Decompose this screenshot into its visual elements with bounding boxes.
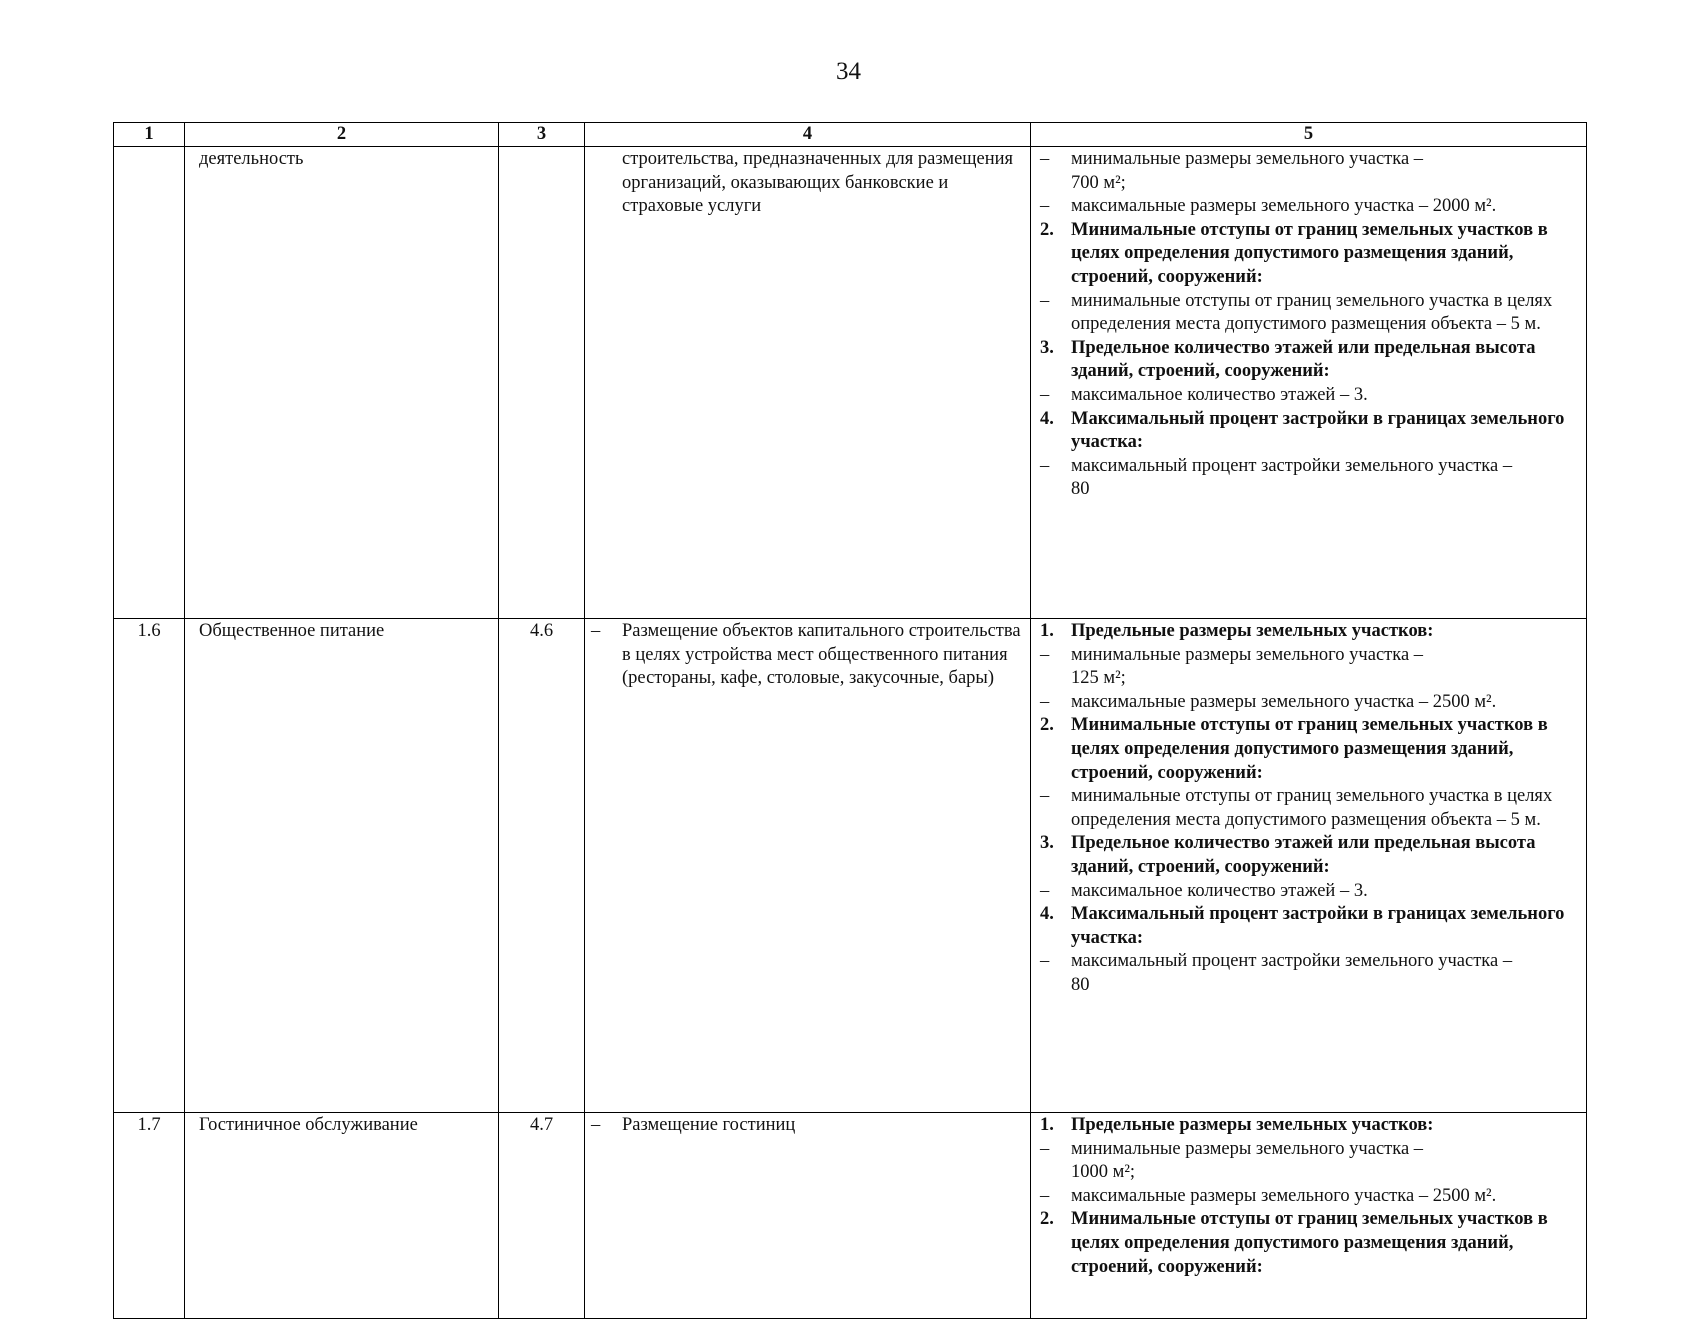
parameter-text: максимальный процент застройки земельного участка – — [1071, 951, 1513, 972]
parameter-text: максимальные размеры земельного участка – 2500 м². — [1071, 691, 1497, 712]
parameter-heading — [1040, 1114, 1578, 1138]
regulations-table — [113, 122, 1587, 1319]
list-marker: 1. — [1040, 1115, 1054, 1135]
list-marker: – — [1040, 196, 1050, 217]
use-name-cell: Гостиничное обслуживание — [185, 1113, 499, 1319]
list-marker: – — [1040, 290, 1050, 311]
parameter-item — [1040, 974, 1578, 998]
parameter-item — [1040, 172, 1578, 196]
description-item — [591, 620, 1024, 691]
parameter-text: 125 м²; — [1071, 668, 1126, 689]
list-marker: – — [1040, 644, 1050, 665]
list-marker: – — [1040, 880, 1050, 901]
use-description-cell — [585, 147, 1031, 619]
list-marker — [591, 148, 622, 219]
header-cell: 1 — [114, 123, 185, 147]
header-cell: 3 — [499, 123, 585, 147]
parameter-text: минимальные размеры земельного участка – — [1071, 149, 1424, 169]
parameter-text: максимальный процент застройки земельного участка – — [1071, 455, 1513, 476]
parameter-item — [1040, 691, 1578, 715]
row-number-cell — [114, 147, 185, 619]
list-marker — [1040, 974, 1071, 998]
parameters-cell — [1031, 619, 1587, 1113]
list-marker: – — [591, 1115, 601, 1135]
list-marker: – — [1040, 1185, 1050, 1206]
parameter-text: максимальное количество этажей – 3. — [1071, 880, 1368, 901]
parameter-heading — [1040, 620, 1578, 644]
parameter-text: максимальное количество этажей – 3. — [1071, 384, 1368, 405]
parameter-text: 1000 м²; — [1071, 1162, 1136, 1183]
parameters-cell — [1031, 147, 1587, 619]
description-text: строительства, предназначенных для размещения организаций, оказывающих банковские и страховые услуги — [622, 149, 1014, 217]
use-code-cell: 4.7 — [499, 1113, 585, 1319]
parameter-item — [1040, 880, 1578, 904]
parameter-item — [1040, 1138, 1578, 1162]
parameter-heading — [1040, 337, 1578, 384]
list-marker: 3. — [1040, 337, 1054, 358]
use-code-cell: 4.6 — [499, 619, 585, 1113]
list-marker: – — [1040, 149, 1050, 169]
row-number-cell: 1.6 — [114, 619, 185, 1113]
description-item — [591, 148, 1024, 219]
use-description-cell — [585, 619, 1031, 1113]
list-marker: – — [591, 621, 601, 641]
list-marker: 4. — [1040, 904, 1054, 925]
parameter-text: минимальные отступы от границ земельного участка в целях определения места допустимого размещения объекта – 5 м. — [1071, 786, 1553, 830]
table-row — [114, 1113, 1587, 1319]
list-marker: 2. — [1040, 1209, 1054, 1230]
list-marker — [1040, 172, 1071, 196]
description-item — [591, 1114, 1024, 1138]
list-marker: 3. — [1040, 833, 1054, 854]
parameter-heading — [1040, 408, 1578, 455]
use-description-cell — [585, 1113, 1031, 1319]
use-name-cell: деятельность — [185, 147, 499, 619]
list-marker: – — [1040, 691, 1050, 712]
parameter-text: минимальные размеры земельного участка – — [1071, 644, 1424, 665]
list-marker: – — [1040, 455, 1050, 476]
parameter-item — [1040, 644, 1578, 668]
parameter-text: Предельное количество этажей или предельная высота зданий, строений, сооружений: — [1071, 337, 1536, 382]
list-marker: 1. — [1040, 621, 1054, 641]
description-text: Размещение гостиниц — [622, 1115, 796, 1135]
header-cell: 4 — [585, 123, 1031, 147]
parameter-text: Предельное количество этажей или предельная высота зданий, строений, сооружений: — [1071, 833, 1536, 877]
parameter-heading — [1040, 1208, 1578, 1279]
parameter-text: Минимальные отступы от границ земельных участков в целях определения допустимого размещения зданий, строений, сооружений: — [1071, 1209, 1548, 1277]
parameter-item — [1040, 667, 1578, 691]
parameter-item — [1040, 290, 1578, 337]
parameter-item — [1040, 785, 1578, 832]
parameter-text: Максимальный процент застройки в границах земельного участка: — [1071, 904, 1565, 948]
parameter-item — [1040, 1161, 1578, 1185]
parameter-text: Максимальный процент застройки в границах земельного участка: — [1071, 408, 1565, 453]
parameter-heading — [1040, 714, 1578, 785]
parameter-text: максимальные размеры земельного участка – 2500 м². — [1071, 1185, 1497, 1206]
use-name-cell: Общественное питание — [185, 619, 499, 1113]
list-marker — [1040, 1161, 1071, 1185]
list-marker: 4. — [1040, 408, 1054, 429]
list-marker — [1040, 667, 1071, 691]
parameter-item — [1040, 478, 1578, 502]
page-number: 34 — [836, 58, 861, 85]
use-code-cell — [499, 147, 585, 619]
parameter-text: минимальные отступы от границ земельного участка в целях определения места допустимого размещения объекта – 5 м. — [1071, 290, 1553, 335]
list-marker: – — [1040, 1138, 1050, 1159]
list-marker — [1040, 478, 1071, 502]
list-marker: 2. — [1040, 715, 1054, 736]
parameter-heading — [1040, 832, 1578, 879]
row-number-cell: 1.7 — [114, 1113, 185, 1319]
description-text: Размещение объектов капитального строительства в целях устройства мест общественного питания (рестораны, кафе, столовые, закусочные, бары) — [622, 621, 1021, 689]
parameter-text: максимальные размеры земельного участка – 2000 м². — [1071, 196, 1497, 217]
parameter-heading — [1040, 903, 1578, 950]
table-header-row — [114, 123, 1587, 147]
list-marker: 2. — [1040, 219, 1054, 240]
parameters-cell — [1031, 1113, 1587, 1319]
list-marker: – — [1040, 786, 1050, 807]
parameter-text: 80 — [1071, 479, 1090, 500]
header-cell: 5 — [1031, 123, 1587, 147]
parameter-text: 700 м²; — [1071, 172, 1126, 193]
parameter-text: Предельные размеры земельных участков: — [1071, 621, 1434, 641]
list-marker: – — [1040, 384, 1050, 405]
parameter-item — [1040, 1185, 1578, 1209]
parameter-heading — [1040, 219, 1578, 290]
parameter-text: минимальные размеры земельного участка – — [1071, 1138, 1424, 1159]
table-row — [114, 147, 1587, 619]
parameter-text: Минимальные отступы от границ земельных участков в целях определения допустимого размещения зданий, строений, сооружений: — [1071, 715, 1548, 783]
table-row — [114, 619, 1587, 1113]
parameter-item — [1040, 195, 1578, 219]
header-cell: 2 — [185, 123, 499, 147]
list-marker: – — [1040, 951, 1050, 972]
parameter-text: Минимальные отступы от границ земельных участков в целях определения допустимого размещения зданий, строений, сооружений: — [1071, 219, 1548, 287]
parameter-item — [1040, 455, 1578, 479]
parameter-item — [1040, 950, 1578, 974]
parameter-item — [1040, 148, 1578, 172]
parameter-text: Предельные размеры земельных участков: — [1071, 1115, 1434, 1135]
parameter-text: 80 — [1071, 974, 1090, 995]
parameter-item — [1040, 384, 1578, 408]
